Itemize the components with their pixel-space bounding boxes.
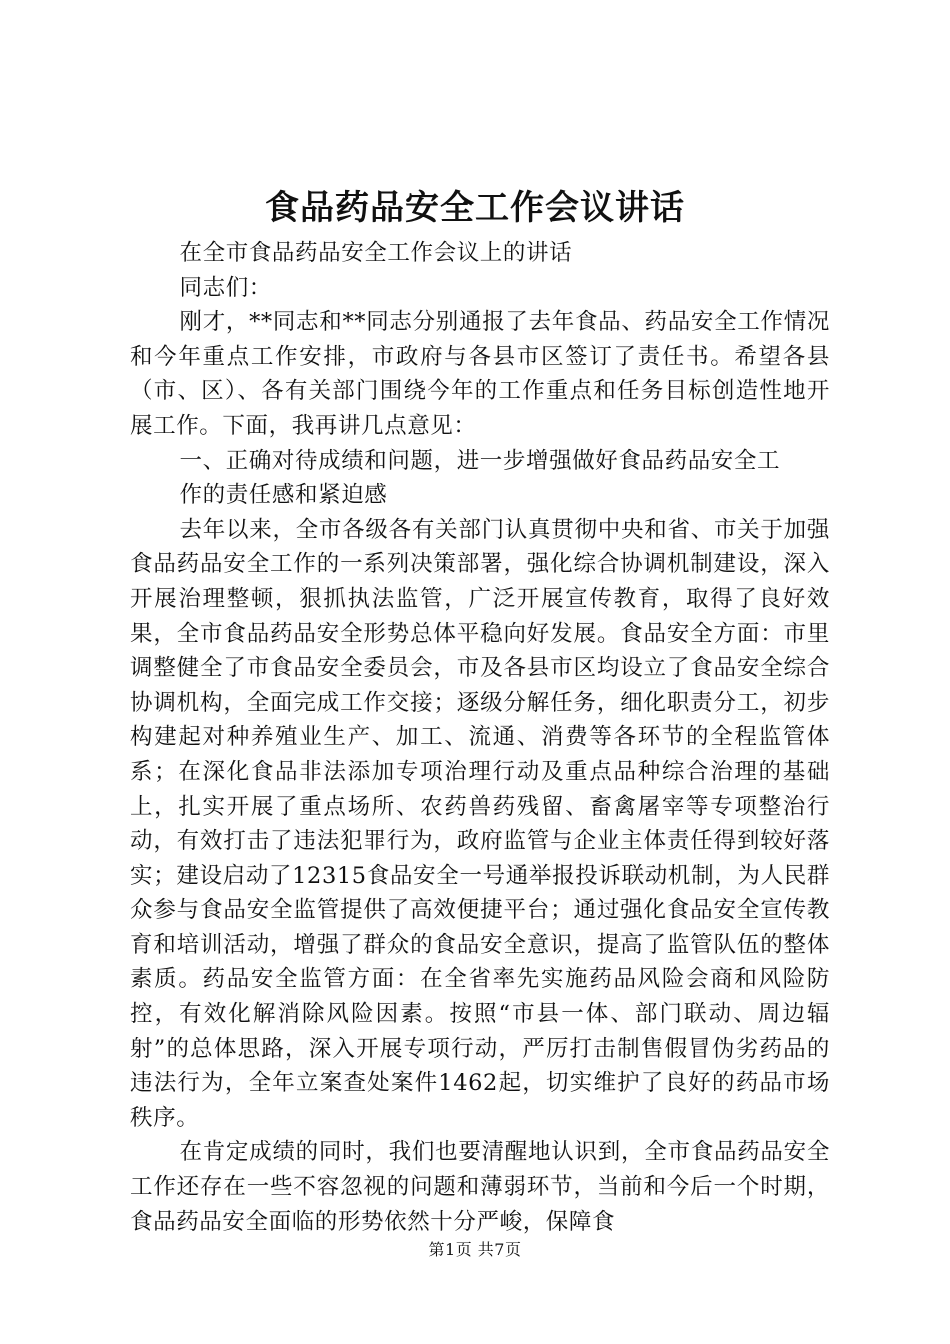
section-heading: 一、正确对待成绩和问题，进一步增强做好食品药品安全工 <box>179 447 781 474</box>
document-title: 食品药品安全工作会议讲话 <box>265 188 685 228</box>
section-heading-continued: 作的责任感和紧迫感 <box>179 482 388 509</box>
body-paragraph: 刚才，**同志和**同志分别通报了去年食品、药品安全工作情况和今年重点工作安排，市政府与各县市区签订了责任书。希望各县（市、区）、各有关部门围绕今年的工作重点和任务目标创造性地开展工作。下面，我再讲几点意见： <box>130 309 830 439</box>
salutation: 同志们： <box>179 274 272 301</box>
body-paragraph: 去年以来，全市各级各有关部门认真贯彻中央和省、市关于加强食品药品安全工作的一系列决策部署，强化综合协调机制建设，深入开展治理整顿，狠抓执法监管，广泛开展宣传教育，取得了良好效果，全市食品药品安全形势总体平稳向好发展。食品安全方面：市里调整健全了市食品安全委员会，市及各县市区均设立了食品安全综合协调机构，全面完成工作交接；逐级分解任务，细化职责分工，初步构建起对种养殖业生产、加工、流通、消费等各环节的全程监管体系；在深化食品非法添加专项治理行动及重点品种综合治理的基础上，扎实开展了重点场所、农药兽药残留、畜禽屠宰等专项整治行动，有效打击了违法犯罪行为，政府监管与企业主体责任得到较好落实；建设启动了12315食品安全一号通举报投诉联动机制，为人民群众参与食品安全监管提供了高效便捷平台；通过强化食品安全宣传教育和培训活动，增强了群众的食品安全意识，提高了监管队伍的整体素质。药品安全监管方面：在全省率先实施药品风险会商和风险防控，有效化解消除风险因素。按照“市县一体、部门联动、周边辐射”的总体思路，深入开展专项行动，严厉打击制售假冒伪劣药品的违法行为，全年立案查处案件1462起，切实维护了良好的药品市场秩序。 <box>130 516 830 1131</box>
speech-subtitle: 在全市食品药品安全工作会议上的讲话 <box>179 240 573 266</box>
body-paragraph: 在肯定成绩的同时，我们也要清醒地认识到，全市食品药品安全工作还存在一些不容忽视的问题和薄弱环节，当前和今后一个时期，食品药品安全面临的形势依然十分严峻，保障食 <box>130 1139 830 1235</box>
document-body <box>130 236 830 1239</box>
page-footer: 第1页 共7页 <box>428 1240 522 1259</box>
